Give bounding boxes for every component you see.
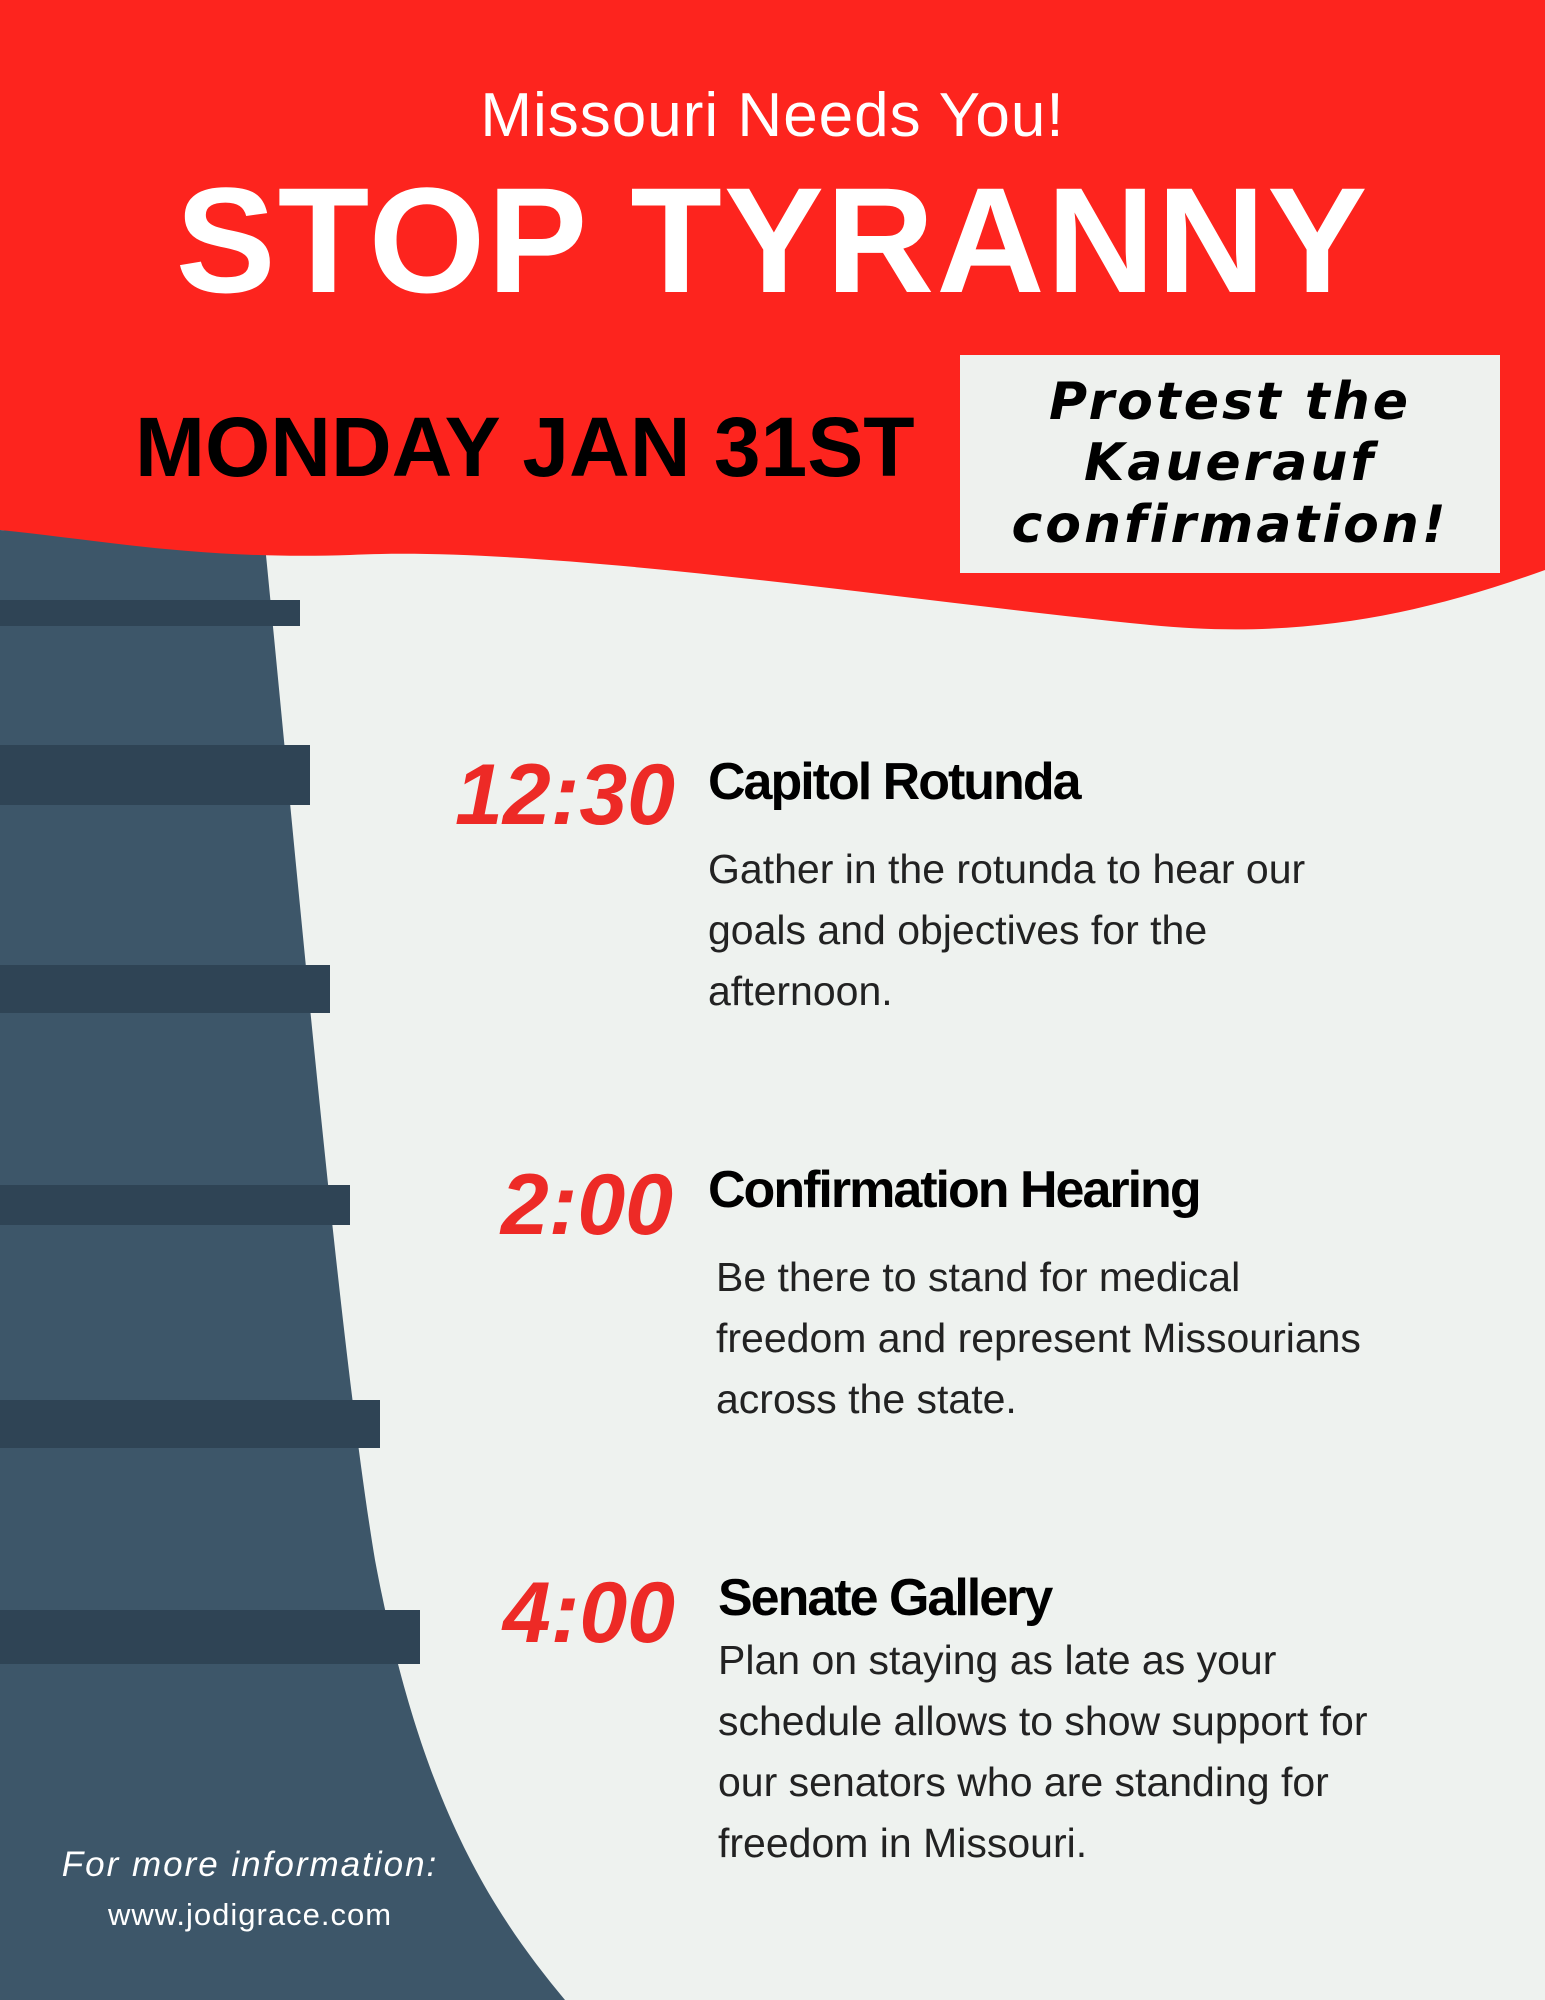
event-date: MONDAY JAN 31ST — [135, 400, 915, 494]
schedule-time: 12:30 — [455, 747, 675, 843]
schedule-description: Be there to stand for medical freedom and represent Missourians across the state. — [716, 1254, 1361, 1422]
schedule-title: Confirmation Hearing — [708, 1161, 1200, 1219]
schedule-time: 2:00 — [500, 1157, 673, 1253]
schedule-title: Senate Gallery — [718, 1569, 1052, 1627]
protest-callout — [960, 355, 1500, 573]
footer-url[interactable]: www.jodigrace.com — [107, 1897, 393, 1932]
schedule-time: 4:00 — [502, 1565, 675, 1661]
footer-label: For more information: — [61, 1845, 439, 1884]
schedule-description: Plan on staying as late as your schedule allows to show support for our senators who are standing for freedom in Missouri. — [718, 1637, 1368, 1866]
subtitle: Missouri Needs You! — [480, 81, 1065, 150]
headline: STOP TYRANNY — [175, 156, 1370, 324]
schedule-title: Capitol Rotunda — [708, 753, 1080, 811]
protest-text: Protest the Kauerauf confirmation! — [1011, 371, 1449, 555]
schedule-description: Gather in the rotunda to hear our goals and objectives for the afternoon. — [708, 846, 1306, 1014]
